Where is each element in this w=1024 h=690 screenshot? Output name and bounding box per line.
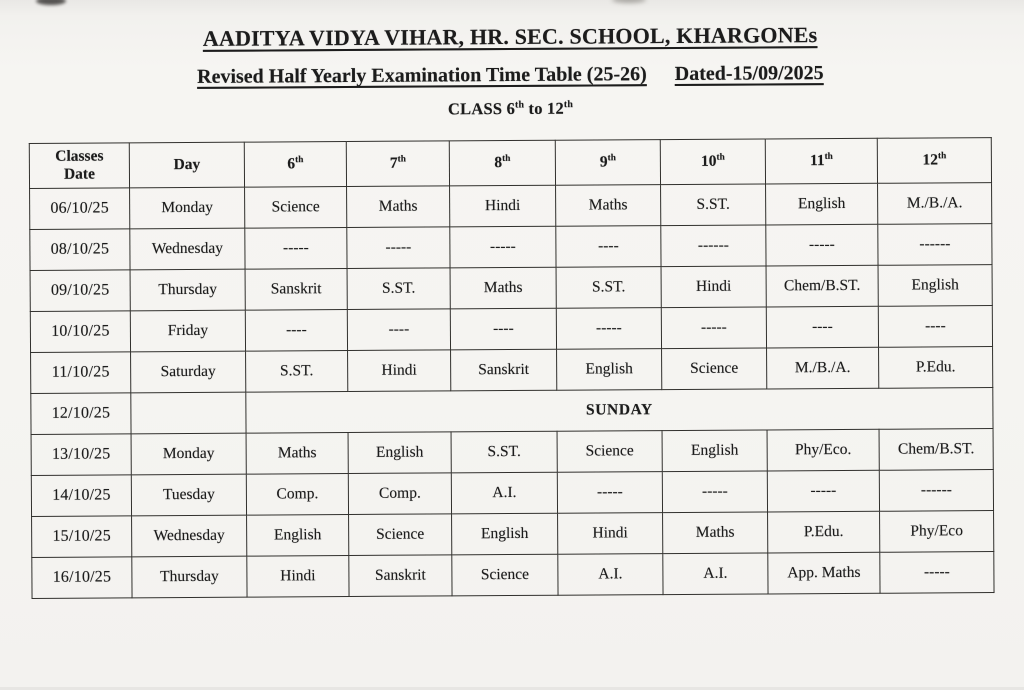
subject-cell: English xyxy=(878,265,992,307)
day-cell: Saturday xyxy=(131,351,246,393)
day-cell: Monday xyxy=(130,187,245,229)
subject-cell: A.I. xyxy=(558,554,663,596)
subject-cell: English xyxy=(348,432,451,474)
subject-cell: App. Maths xyxy=(768,552,880,594)
exam-timetable xyxy=(29,137,995,599)
subject-cell: Comp. xyxy=(348,473,451,515)
class-header-8: 8th xyxy=(449,140,555,186)
subject-cell: ---- xyxy=(347,309,450,351)
subject-cell: ----- xyxy=(662,471,767,513)
subject-cell: P.Edu. xyxy=(879,347,993,389)
subject-cell: Maths xyxy=(556,185,661,227)
subject-cell: ----- xyxy=(661,307,766,349)
subject-cell: ----- xyxy=(766,224,878,266)
subject-cell: Hindi xyxy=(661,266,766,308)
table-row xyxy=(32,552,994,599)
subject-cell: Sanskrit xyxy=(245,269,347,311)
table-row xyxy=(31,347,993,394)
subject-cell: S.ST. xyxy=(451,431,557,473)
date-cell: 13/10/25 xyxy=(31,434,131,476)
day-header: Day xyxy=(129,142,244,188)
subject-cell: Hindi xyxy=(558,513,663,555)
table-row xyxy=(30,306,992,353)
sunday-merged-cell: SUNDAY xyxy=(246,388,993,434)
subject-cell: Science xyxy=(245,187,347,229)
subject-cell: ----- xyxy=(557,472,662,514)
class-range-line xyxy=(0,96,1023,122)
class-range-connector: to xyxy=(528,98,543,118)
date-cell: 14/10/25 xyxy=(31,475,131,517)
subtitle-row xyxy=(0,61,1022,90)
subject-cell: S.ST. xyxy=(556,267,661,309)
class-header-7: 7th xyxy=(346,141,449,187)
day-cell: Thursday xyxy=(130,269,245,311)
subject-cell: ---- xyxy=(878,306,992,348)
subject-cell: ------ xyxy=(878,224,992,266)
date-cell: 16/10/25 xyxy=(32,557,132,599)
subject-cell: P.Edu. xyxy=(768,511,880,553)
subject-cell: M./B./A. xyxy=(767,347,879,389)
date-cell: 11/10/25 xyxy=(31,352,131,394)
subject-cell: Sanskrit xyxy=(349,555,452,597)
subject-cell: ------ xyxy=(879,470,993,512)
subject-cell: Hindi xyxy=(450,185,556,227)
table-row xyxy=(30,224,992,271)
subject-cell: ----- xyxy=(450,226,556,268)
subject-cell: Maths xyxy=(246,433,348,475)
subject-cell: A.I. xyxy=(451,472,557,514)
subject-cell: Science xyxy=(452,554,558,596)
day-cell: Thursday xyxy=(132,556,247,598)
date-cell: 15/10/25 xyxy=(32,516,132,558)
day-cell: Tuesday xyxy=(131,474,246,516)
table-row xyxy=(31,429,993,476)
subject-cell: Phy/Eco. xyxy=(767,429,879,471)
subject-cell: ---- xyxy=(556,226,661,268)
date-cell: 12/10/25 xyxy=(31,393,131,435)
subject-cell: Science xyxy=(662,348,767,390)
table-row-sunday xyxy=(31,388,993,435)
subject-cell: Chem/B.ST. xyxy=(879,429,993,471)
day-cell: Monday xyxy=(131,433,246,475)
class-header-10: 10th xyxy=(660,139,765,185)
header-row xyxy=(29,138,991,189)
subject-cell: ----- xyxy=(347,227,450,269)
subject-cell: Hindi xyxy=(348,350,451,392)
school-name-title xyxy=(0,21,1022,53)
subject-cell: ---- xyxy=(450,308,556,350)
subject-cell: Hindi xyxy=(247,556,349,598)
day-cell: Wednesday xyxy=(130,228,245,270)
table-row xyxy=(31,470,993,517)
subject-cell: Science xyxy=(349,514,452,556)
subject-cell: Science xyxy=(557,431,662,473)
subject-cell: Maths xyxy=(450,267,556,309)
subject-cell: A.I. xyxy=(663,553,768,595)
day-cell: Friday xyxy=(130,310,245,352)
subject-cell: English xyxy=(662,430,767,472)
subject-cell: ----- xyxy=(880,552,994,594)
subject-cell: English xyxy=(452,513,558,555)
subject-cell: S.ST. xyxy=(347,268,450,310)
subject-cell: Maths xyxy=(663,512,768,554)
class-range-from: 6th xyxy=(506,98,525,119)
subject-cell: ---- xyxy=(245,310,347,352)
date-cell: 06/10/25 xyxy=(30,188,130,230)
table-row xyxy=(32,511,994,558)
document-subtitle: Revised Half Yearly Examination Time Table (25-26) xyxy=(197,63,647,88)
dated-label: Dated-15/09/2025 xyxy=(674,62,824,86)
subject-cell: Chem/B.ST. xyxy=(766,265,878,307)
subject-cell: Phy/Eco xyxy=(880,511,994,553)
table-row xyxy=(30,265,992,312)
school-name-text: AADITYA VIDYA VIHAR, HR. SEC. SCHOOL, KHARGONEs xyxy=(202,22,818,51)
subject-cell: English xyxy=(247,515,349,557)
subject-cell: S.ST. xyxy=(246,351,348,393)
date-cell: 08/10/25 xyxy=(30,229,130,271)
subject-cell: S.ST. xyxy=(661,184,766,226)
class-range-label: CLASS xyxy=(447,99,503,119)
class-header-12: 12th xyxy=(877,138,991,184)
subject-cell: English xyxy=(557,349,662,391)
classes-date-header: Classes Date xyxy=(29,143,129,189)
date-cell: 09/10/25 xyxy=(30,270,130,312)
day-cell: Wednesday xyxy=(132,515,247,557)
subject-cell: Maths xyxy=(347,186,450,228)
subject-cell: ----- xyxy=(556,308,661,350)
subject-cell: Sanskrit xyxy=(451,349,557,391)
class-header-6: 6th xyxy=(244,142,346,188)
subject-cell: Comp. xyxy=(246,474,348,516)
subject-cell: ------ xyxy=(661,225,766,267)
table-row xyxy=(30,183,992,230)
class-header-9: 9th xyxy=(555,140,660,186)
subject-cell: ----- xyxy=(767,470,879,512)
class-header-11: 11th xyxy=(765,138,877,184)
subject-cell: ---- xyxy=(766,306,878,348)
date-cell: 10/10/25 xyxy=(30,311,130,353)
subject-cell: M./B./A. xyxy=(878,183,992,225)
class-range-to: 12th xyxy=(546,98,574,118)
day-cell xyxy=(131,392,246,434)
subject-cell: English xyxy=(766,183,878,225)
subject-cell: ----- xyxy=(245,228,347,270)
